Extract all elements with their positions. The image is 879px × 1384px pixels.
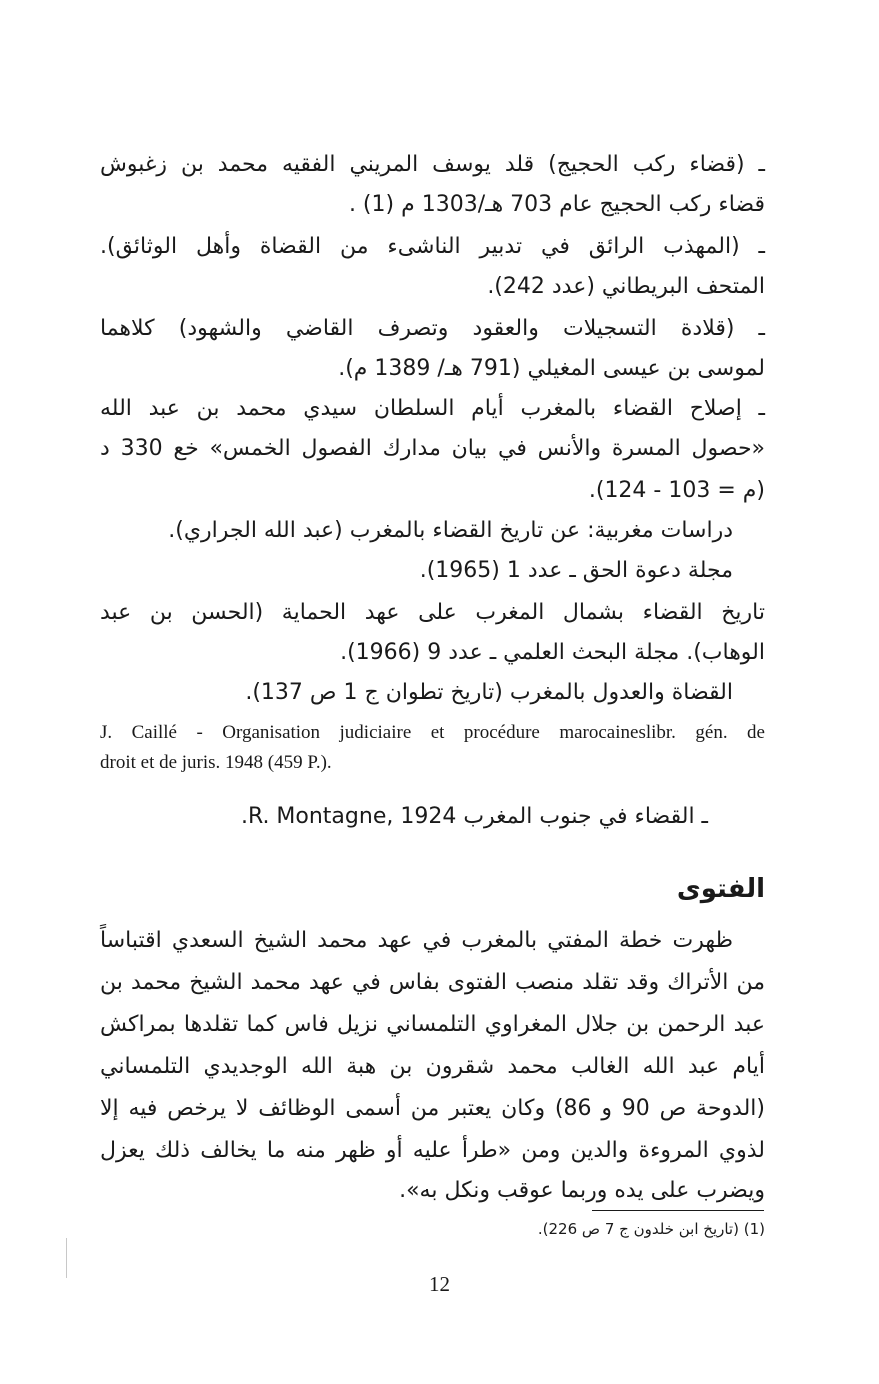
text-line: لموسى بن عيسى المغيلي (791 هـ/ 1389 م). (338, 356, 765, 381)
text-line: دراسات مغربية: عن تاريخ القضاء بالمغرب (عبد الله الجراري). (168, 518, 733, 543)
text-line: ـ (المهذب الرائق في تدبير الناشىء من القضاة وأهل الوثائق). (100, 234, 765, 259)
text-line: الوهاب). مجلة البحث العلمي ـ عدد 9 (1966). (340, 640, 765, 665)
page-number: 12 (429, 1272, 450, 1296)
section-heading: الفتوى (676, 874, 765, 904)
text-line: مجلة دعوة الحق ـ عدد 1 (1965). (419, 558, 733, 583)
text-line: عبد الرحمن بن جلال المغراوي التلمساني نزيل فاس كما تقلدها بمراكش (100, 1012, 765, 1037)
text-line: قضاء ركب الحجيج عام 703 هـ/1303 م (1) . (348, 192, 765, 217)
montagne-reference-text: ـ القضاء في جنوب المغرب R. Montagne, 1924. (240, 804, 708, 829)
text-line: ظهرت خطة المفتي بالمغرب في عهد محمد الشيخ السعدي اقتباساً (100, 928, 733, 953)
footnote-divider (592, 1210, 764, 1211)
text-line: من الأتراك وقد تقلد منصب الفتوى بفاس في عهد محمد الشيخ محمد بن (100, 970, 765, 995)
montagne-reference (100, 802, 708, 832)
text-line: ويضرب على يده وربما عوقب ونكل به». (399, 1178, 765, 1203)
text-line: (الدوحة ص 90 و 86) وكان يعتبر من أسمى الوظائف لا يرخص فيه إلا (100, 1096, 765, 1121)
footnote: (1) (تاريخ ابن خلدون ج 7 ص 226). (537, 1220, 765, 1238)
text-line: J. Caillé - Organisation judiciaire et procédure marocaineslibr. gén. de (100, 722, 765, 743)
text-line: droit et de juris. 1948 (459 P.). (100, 752, 332, 773)
text-line: ـ (قلادة التسجيلات والعقود وتصرف القاضي والشهود) كلاهما (100, 316, 765, 341)
text-line: (م = 103 - 124). (588, 478, 765, 503)
text-line: تاريخ القضاء بشمال المغرب على عهد الحماية (الحسن بن عبد (100, 600, 765, 625)
text-line: ـ (قضاء ركب الحجيج) قلد يوسف المريني الفقيه محمد بن زغبوش (100, 152, 765, 177)
text-line: المتحف البريطاني (عدد 242). (487, 274, 765, 299)
text-line: لذوي المروءة والدين ومن «طرأ عليه أو ظهر منه ما يخالف ذلك يعزل (100, 1138, 765, 1163)
text-line: «حصول المسرة والأنس في بيان مدارك الفصول الخمس» خع 330 د (100, 436, 765, 461)
page-edge-mark (66, 1238, 67, 1278)
text-line: القضاة والعدول بالمغرب (تاريخ تطوان ج 1 ص 137). (245, 680, 733, 705)
text-line: أيام عبد الله الغالب محمد شقرون بن هبة الله الوجديدي التلمساني (100, 1054, 765, 1079)
text-line: ـ إصلاح القضاء بالمغرب أيام السلطان سيدي محمد بن عبد الله (100, 396, 765, 421)
